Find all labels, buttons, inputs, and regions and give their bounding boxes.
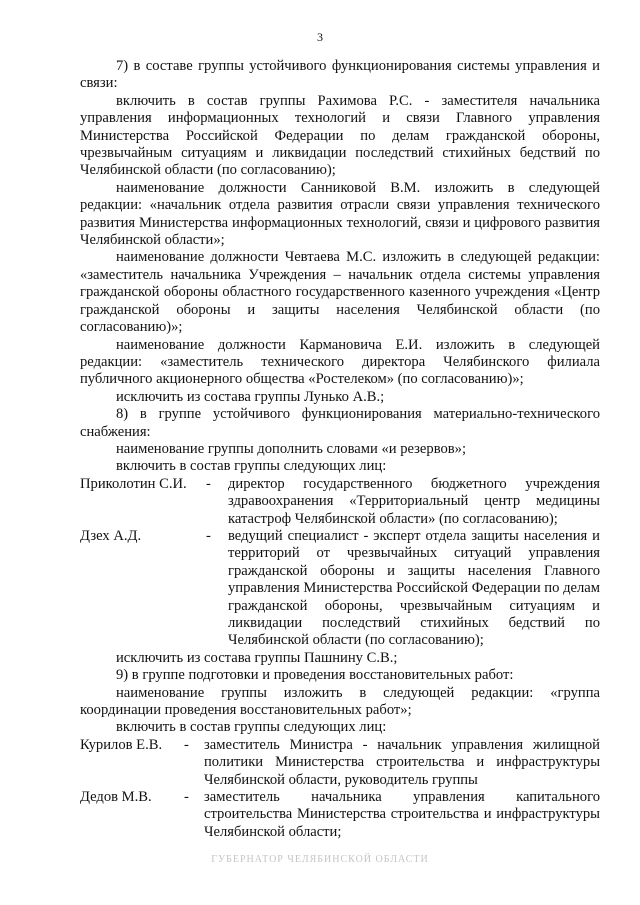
member-dash: - — [184, 736, 189, 753]
paragraph: 8) в группе устойчивого функционирования материально-технического снабжения: — [80, 406, 600, 440]
member-entry — [80, 737, 600, 789]
member-dash: - — [206, 475, 211, 492]
page-number: 3 — [317, 30, 323, 44]
member-entry — [80, 528, 600, 650]
paragraph: наименование должности Чевтаева М.С. изложить в следующей редакции: «заместитель начальника Учреждения – начальник отдела системы управления гражданской обороны областного государственного казенного учреждения «Центр гражданской обороны и защиты населения Челябинской области (по согласованию)»; — [80, 249, 600, 336]
member-position: заместитель начальника управления капитального строительства Министерства строительства и инфраструктуры Челябинской области; — [204, 789, 600, 840]
paragraph: наименование должности Кармановича Е.И. изложить в следующей редакции: «заместитель технического директора Челябинского филиала публичного акционерного общества «Ростелеком» (по согласованию)»; — [80, 336, 600, 388]
member-name: Дедов М.В. — [80, 789, 152, 806]
paragraph: наименование группы дополнить словами «и резервов»; — [116, 440, 467, 457]
paragraph: наименование должности Санниковой В.М. изложить в следующей редакции: «начальник отдела развития отрасли связи управления технического развития Министерства информационных технологий, связи и цифрового развития Челябинской области»; — [80, 179, 600, 249]
paragraph: исключить из состава группы Лунько А.В.; — [116, 388, 385, 405]
member-name: Приколотин С.И. — [80, 475, 187, 492]
paragraph: 7) в составе группы устойчивого функционирования системы управления и связи: — [80, 58, 600, 92]
footer-watermark: ГУБЕРНАТОР ЧЕЛЯБИНСКОЙ ОБЛАСТИ — [211, 854, 429, 865]
member-dash: - — [184, 789, 189, 806]
paragraph: исключить из состава группы Пашнину С.В.; — [116, 649, 398, 666]
paragraph: наименование группы изложить в следующей редакции: «группа координации проведения восстановительных работ»; — [80, 684, 600, 719]
paragraph: включить в состав группы Рахимова Р.С. - заместителя начальника управления информационных технологий и связи Главного управления Министерства Российской Федерации по делам гражданской обороны, чрезвычайным ситуациям и ликвидации последствий стихийных бедствий по Челябинской области (по согласованию); — [80, 92, 600, 179]
member-entry — [80, 476, 600, 528]
member-position: заместитель Министра - начальник управления жилищной политики Министерства строительства и инфраструктуры Челябинской области, руководитель группы — [204, 736, 600, 788]
paragraph: включить в состав группы следующих лиц: — [116, 719, 387, 736]
member-position: ведущий специалист - эксперт отдела защиты населения и территорий от чрезвычайных ситуаций управления гражданской обороны и защиты населения Главного управления Министерства Российской Федерации по делам гражданской обороны, чрезвычайным ситуациям и ликвидации последствий стихийных бедствий по Челябинской области (по согласованию); — [228, 527, 600, 649]
member-entry — [80, 789, 600, 841]
member-name: Курилов Е.В. — [80, 736, 163, 753]
paragraph: включить в состав группы следующих лиц: — [116, 458, 387, 475]
member-name: Дзех А.Д. — [80, 527, 142, 544]
member-position: директор государственного бюджетного учреждения здравоохранения «Территориальный центр медицины катастроф Челябинской области» (по согласованию); — [228, 475, 600, 527]
member-dash: - — [206, 527, 211, 544]
document-body — [80, 58, 600, 841]
paragraph: 9) в группе подготовки и проведения восстановительных работ: — [116, 667, 514, 684]
